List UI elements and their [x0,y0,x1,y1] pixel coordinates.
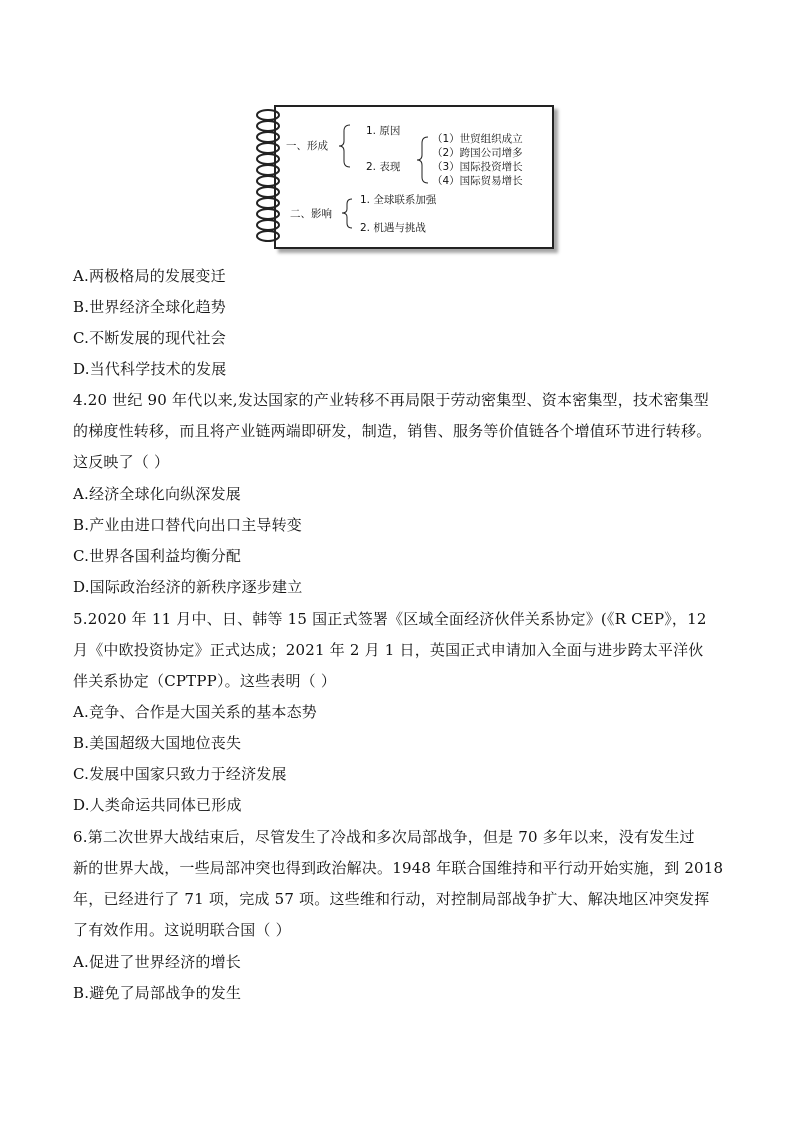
q5-stem-line: 5.2020 年 11 月中、日、韩等 15 国正式签署《区域全面经济伙伴关系协定》(《R CEP》，12 [73,610,707,628]
q6-option-b: B.避免了局部战争的发生 [73,984,242,1002]
q3-option-a: A.两极格局的发展变迁 [73,267,226,285]
notebook-diagram [252,103,554,251]
q4-stem-line: 这反映了（ ） [73,453,170,471]
q5-stem-line: 月《中欧投资协定》正式达成；2021 年 2 月 1 日，英国正式申请加入全面与进步跨太平洋伙 [73,641,704,659]
diagram-heading-formation: 一、形成 [286,140,328,152]
diagram-item-opportunity: 2. 机遇与挑战 [360,222,426,234]
diagram-sub-item: （1）世贸组织成立 [432,133,523,145]
q6-stem-line: 年，已经进行了 71 项，完成 57 项。这些维和行动，对控制局部战争扩大、解决地区冲突发挥 [73,890,710,908]
q6-option-a: A.促进了世界经济的增长 [73,953,242,971]
q6-stem-line: 新的世界大战，一些局部冲突也得到政治解决。1948 年联合国维持和平行动开始实施，到 2018 [73,859,724,877]
q4-stem-line: 4.20 世纪 90 年代以来,发达国家的产业转移不再局限于劳动密集型、资本密集型，技术密集型 [73,391,709,409]
q4-option-b: B.产业由进口替代向出口主导转变 [73,516,302,534]
q3-option-c: C.不断发展的现代社会 [73,329,226,347]
q4-stem-line: 的梯度性转移，而且将产业链两端即研发，制造，销售、服务等价值链各个增值环节进行转移。 [73,422,712,440]
q4-option-a: A.经济全球化向纵深发展 [73,485,242,503]
q5-option-b: B.美国超级大国地位丧失 [73,734,242,752]
q5-stem-line: 伴关系协定（CPTPP）。这些表明（ ） [73,672,337,690]
q5-option-c: C.发展中国家只致力于经济发展 [73,765,287,783]
q4-option-d: D.国际政治经济的新秩序逐步建立 [73,578,303,596]
q4-option-c: C.世界各国利益均衡分配 [73,547,242,565]
q5-option-a: A.竞争、合作是大国关系的基本态势 [73,703,318,721]
q5-option-d: D.人类命运共同体已形成 [73,796,242,814]
diagram-item-manifestation: 2. 表现 [366,161,401,173]
q3-option-b: B.世界经济全球化趋势 [73,298,226,316]
diagram-sub-item: （4）国际贸易增长 [432,175,523,187]
diagram-item-connection: 1. 全球联系加强 [360,194,437,206]
diagram-item-cause: 1. 原因 [366,125,401,137]
q6-stem-line: 6.第二次世界大战结束后，尽管发生了冷战和多次局部战争，但是 70 多年以来，没有发生过 [73,828,695,846]
q6-stem-line: 了有效作用。这说明联合国（ ） [73,921,291,939]
diagram-heading-impact: 二、影响 [290,208,332,220]
diagram-sub-item: （2）跨国公司增多 [432,147,523,159]
q3-option-d: D.当代科学技术的发展 [73,360,227,378]
diagram-sub-item: （3）国际投资增长 [432,161,523,173]
